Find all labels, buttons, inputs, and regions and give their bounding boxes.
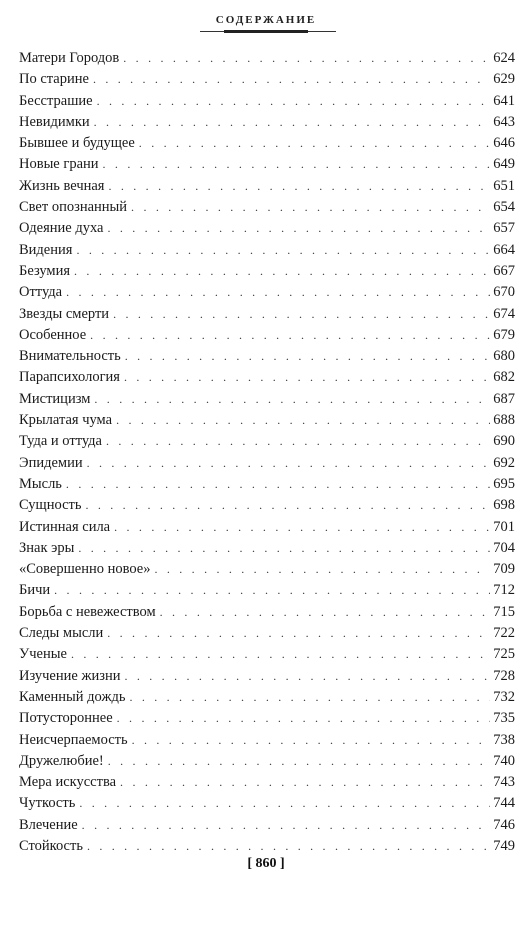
toc-entry[interactable] [19, 261, 515, 282]
toc-entry-page: 732 [493, 688, 515, 705]
toc-entry-title: Неисчерпаемость [19, 731, 128, 748]
toc-entry-page: 649 [493, 156, 515, 173]
toc-entry-title: Влечение [19, 816, 78, 833]
toc-entry-title: Парапсихология [19, 369, 120, 386]
toc-entry-page: 690 [493, 433, 515, 450]
toc-entry-page: 704 [493, 539, 515, 556]
running-header [0, 10, 532, 28]
dot-leader [76, 240, 490, 261]
toc-entry[interactable] [19, 836, 515, 857]
toc-entry[interactable] [19, 410, 515, 431]
toc-entry-page: 712 [493, 582, 515, 599]
toc-entry[interactable] [19, 772, 515, 793]
toc-entry-title: Видения [19, 241, 73, 258]
dot-leader [116, 410, 490, 431]
toc-entry-page: 679 [493, 326, 515, 343]
toc-entry-page: 695 [493, 475, 515, 492]
toc-entry-title: Каменный дождь [19, 688, 126, 705]
dot-leader [106, 431, 490, 452]
toc-entry[interactable] [19, 453, 515, 474]
dot-leader [129, 687, 490, 708]
page-number: [ 860 ] [247, 856, 285, 871]
toc-entry[interactable] [19, 559, 515, 580]
toc-entry[interactable] [19, 282, 515, 303]
dot-leader [71, 644, 490, 665]
toc-entry-title: Мера искусства [19, 774, 117, 791]
toc-entry-title: Следы мысли [19, 625, 104, 642]
header-title: СОДЕРЖАНИЕ [215, 14, 317, 26]
dot-leader [85, 495, 490, 516]
toc-entry-page: 722 [493, 625, 515, 642]
toc-entry-page: 749 [493, 837, 515, 854]
toc-entry-page: 654 [493, 199, 515, 216]
toc-entry-title: Знак эры [19, 539, 75, 556]
dot-leader [78, 538, 490, 559]
toc-entry-title: Мысль [19, 475, 62, 492]
toc-entry[interactable] [19, 91, 515, 112]
dot-leader [120, 772, 490, 793]
toc-entry-page: 709 [493, 561, 515, 578]
toc-entry-title: Чуткость [19, 795, 76, 812]
dot-leader [124, 666, 490, 687]
toc-entry-title: Бывшее и будущее [19, 135, 135, 152]
toc-entry-title: Борьба с невежеством [19, 603, 156, 620]
dot-leader [97, 91, 491, 112]
toc-entry-page: 688 [493, 412, 515, 429]
toc-entry-title: Сущность [19, 497, 82, 514]
toc-entry-page: 698 [493, 497, 515, 514]
dot-leader [117, 708, 491, 729]
dot-leader [87, 836, 490, 857]
toc-entry[interactable] [19, 815, 515, 836]
toc-entry-page: 735 [493, 710, 515, 727]
table-of-contents [19, 48, 515, 857]
toc-entry[interactable] [19, 495, 515, 516]
toc-entry-page: 725 [493, 646, 515, 663]
toc-entry-page: 687 [493, 390, 515, 407]
toc-entry[interactable] [19, 197, 515, 218]
toc-entry-page: 657 [493, 220, 515, 237]
toc-entry-title: Бичи [19, 582, 51, 599]
toc-entry[interactable] [19, 751, 515, 772]
toc-entry-title: По старине [19, 71, 89, 88]
toc-entry[interactable] [19, 517, 515, 538]
toc-entry-page: 667 [493, 262, 515, 279]
toc-entry[interactable] [19, 48, 515, 69]
toc-entry[interactable] [19, 325, 515, 346]
dot-leader [139, 133, 490, 154]
toc-entry-page: 701 [493, 518, 515, 535]
dot-leader [125, 346, 491, 367]
toc-entry-title: Внимательность [19, 348, 121, 365]
toc-entry[interactable] [19, 112, 515, 133]
toc-entry-title: Мистицизм [19, 390, 91, 407]
toc-entry-title: Изучение жизни [19, 667, 121, 684]
toc-entry[interactable] [19, 538, 515, 559]
toc-entry-page: 651 [493, 177, 515, 194]
toc-entry-page: 738 [493, 731, 515, 748]
toc-entry[interactable] [19, 176, 515, 197]
dot-leader [93, 69, 490, 90]
toc-entry-title: Одеяние духа [19, 220, 104, 237]
toc-entry[interactable] [19, 389, 515, 410]
toc-entry[interactable] [19, 708, 515, 729]
dot-leader [131, 197, 490, 218]
toc-entry[interactable] [19, 793, 515, 814]
dot-leader [107, 623, 490, 644]
dot-leader [66, 474, 490, 495]
dot-leader [154, 559, 490, 580]
dot-leader [79, 793, 490, 814]
toc-entry[interactable] [19, 154, 515, 175]
toc-entry-title: Ученые [19, 646, 67, 663]
header-rule-accent [224, 30, 308, 33]
dot-leader [94, 389, 490, 410]
dot-leader [107, 218, 490, 239]
toc-entry-page: 670 [493, 284, 515, 301]
dot-leader [114, 517, 490, 538]
dot-leader [82, 815, 491, 836]
toc-entry-page: 715 [493, 603, 515, 620]
dot-leader [132, 730, 491, 751]
toc-entry-title: Бесстрашие [19, 92, 93, 109]
toc-entry[interactable] [19, 346, 515, 367]
toc-entry-page: 664 [493, 241, 515, 258]
toc-entry[interactable] [19, 687, 515, 708]
toc-entry[interactable] [19, 666, 515, 687]
toc-entry-title: Оттуда [19, 284, 63, 301]
dot-leader [74, 261, 490, 282]
toc-entry-title: Потустороннее [19, 710, 113, 727]
toc-entry-title: Крылатая чума [19, 412, 113, 429]
toc-entry-title: Звезды смерти [19, 305, 110, 322]
dot-leader [160, 602, 491, 623]
dot-leader [103, 154, 491, 175]
toc-entry-page: 682 [493, 369, 515, 386]
toc-entry[interactable] [19, 730, 515, 751]
toc-entry-title: «Совершенно новое» [19, 561, 151, 578]
toc-entry-page: 740 [493, 752, 515, 769]
toc-entry[interactable] [19, 474, 515, 495]
dot-leader [87, 453, 491, 474]
toc-entry[interactable] [19, 367, 515, 388]
toc-entry[interactable] [19, 623, 515, 644]
toc-entry[interactable] [19, 218, 515, 239]
toc-entry-page: 728 [493, 667, 515, 684]
toc-entry-page: 674 [493, 305, 515, 322]
toc-entry[interactable] [19, 240, 515, 261]
toc-entry[interactable] [19, 69, 515, 90]
toc-entry-title: Невидимки [19, 113, 90, 130]
toc-entry-page: 744 [493, 795, 515, 812]
toc-entry-page: 624 [493, 50, 515, 66]
toc-entry[interactable] [19, 133, 515, 154]
dot-leader [94, 112, 491, 133]
toc-entry-title: Дружелюбие! [19, 752, 104, 769]
toc-entry-title: Истинная сила [19, 518, 111, 535]
dot-leader [108, 176, 490, 197]
toc-entry-title: Новые грани [19, 156, 99, 173]
toc-entry-page: 629 [493, 71, 515, 88]
dot-leader [124, 367, 490, 388]
toc-entry-title: Жизнь вечная [19, 177, 105, 194]
toc-entry[interactable] [19, 580, 515, 601]
toc-entry[interactable] [19, 431, 515, 452]
toc-entry-page: 743 [493, 774, 515, 791]
toc-entry-title: Безумия [19, 262, 71, 279]
toc-entry-title: Свет опознанный [19, 199, 128, 216]
toc-entry-title: Эпидемии [19, 454, 83, 471]
toc-entry[interactable] [19, 644, 515, 665]
toc-entry-title: Особенное [19, 326, 87, 343]
dot-leader [66, 282, 490, 303]
toc-entry-title: Стойкость [19, 837, 83, 854]
toc-entry-title: Туда и оттуда [19, 433, 102, 450]
dot-leader [113, 304, 490, 325]
toc-entry-title: Матери Городов [19, 50, 120, 66]
toc-entry-page: 692 [493, 454, 515, 471]
toc-entry-page: 643 [493, 113, 515, 130]
toc-entry-page: 641 [493, 92, 515, 109]
toc-entry[interactable] [19, 304, 515, 325]
dot-leader [90, 325, 490, 346]
dot-leader [123, 48, 490, 69]
toc-entry[interactable] [19, 602, 515, 623]
toc-entry-page: 680 [493, 348, 515, 365]
toc-entry-page: 746 [493, 816, 515, 833]
dot-leader [54, 580, 490, 601]
toc-entry-page: 646 [493, 135, 515, 152]
dot-leader [108, 751, 491, 772]
